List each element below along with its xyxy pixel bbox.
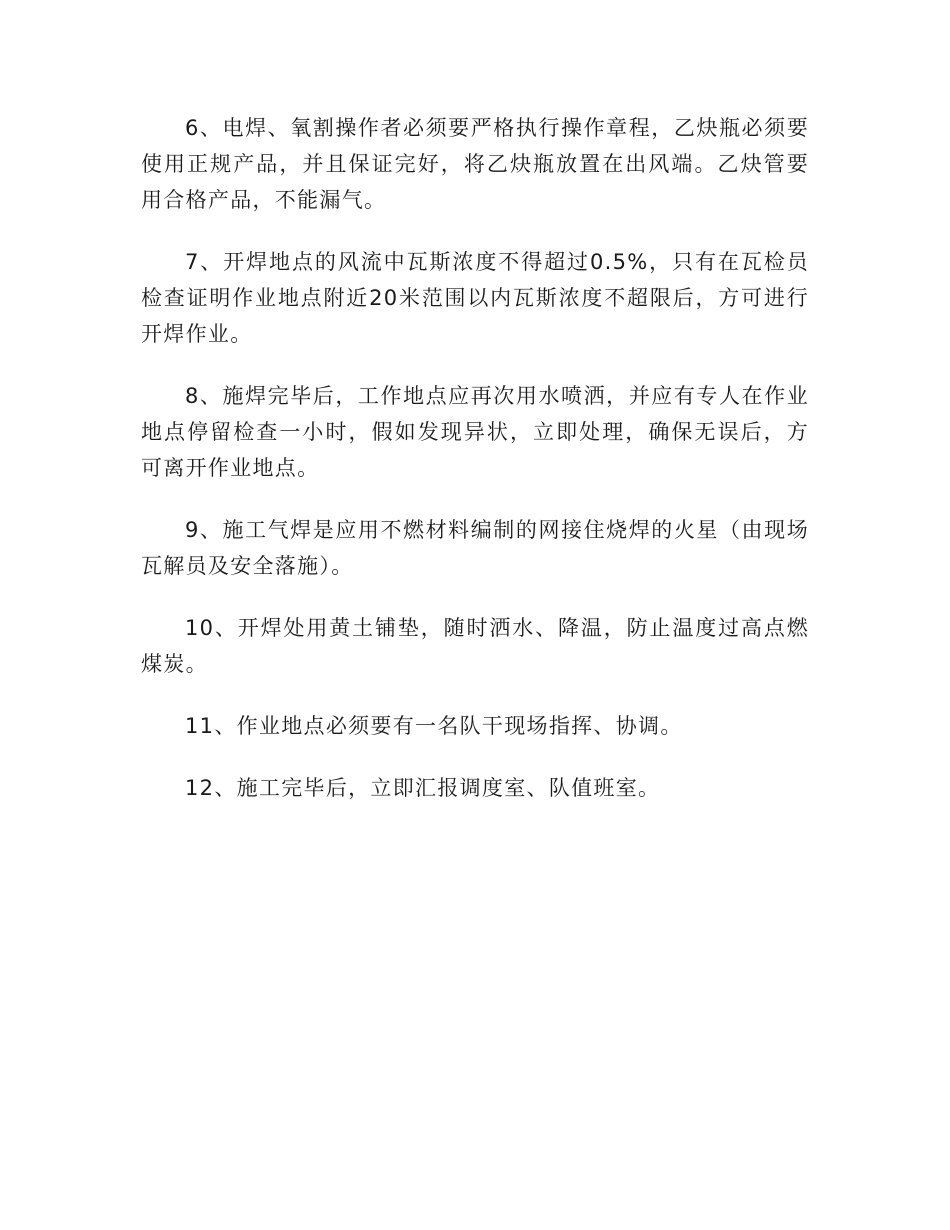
paragraph-item-8: 8、施焊完毕后，工作地点应再次用水喷洒，并应有专人在作业地点停留检查一小时，假如发现异状，立即处理，确保无误后，方可离开作业地点。 xyxy=(141,384,809,480)
paragraph-item-11: 11、作业地点必须要有一名队干现场指挥、协调。 xyxy=(185,714,683,738)
paragraph-item-9: 9、施工气焊是应用不燃材料编制的网接住烧焊的火星（由现场瓦解员及安全落施）。 xyxy=(141,518,809,578)
paragraph-item-12: 12、施工完毕后，立即汇报调度室、队值班室。 xyxy=(185,776,661,800)
paragraph-item-6: 6、电焊、氧割操作者必须要严格执行操作章程，乙炔瓶必须要使用正规产品，并且保证完好，将乙炔瓶放置在出风端。乙炔管要用合格产品，不能漏气。 xyxy=(141,116,809,212)
paragraph-item-10: 10、开焊处用黄土铺垫，随时洒水、降温，防止温度过高点燃煤炭。 xyxy=(141,616,809,676)
document-body xyxy=(141,110,809,832)
paragraph-item-7: 7、开焊地点的风流中瓦斯浓度不得超过0.5%，只有在瓦检员检查证明作业地点附近20米范围以内瓦斯浓度不超限后，方可进行开焊作业。 xyxy=(141,250,809,346)
